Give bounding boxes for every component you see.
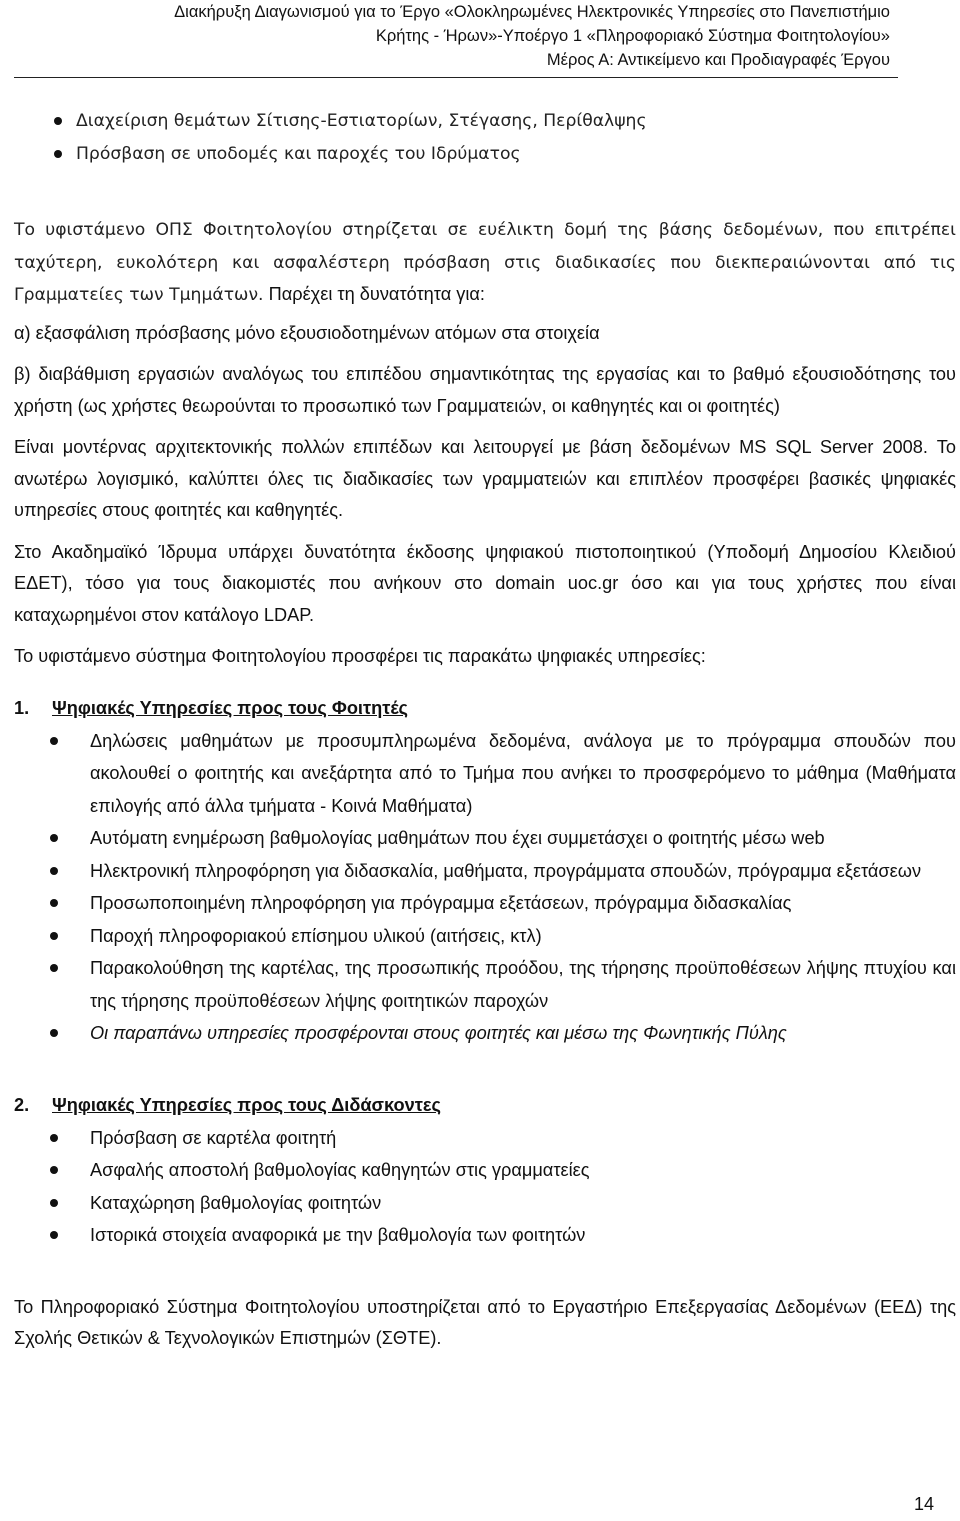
bullet-icon <box>50 1029 58 1037</box>
list-item: Πρόσβαση σε καρτέλα φοιτητή <box>14 1122 956 1155</box>
list-item: Παρακολούθηση της καρτέλας, της προσωπικής προόδου, της τήρησης προϋποθέσεων λήψης πτυχίου και της τήρησης προϋποθέσεων λήψης φοιτητικών παροχών <box>14 952 956 1017</box>
top-bullet-list <box>14 105 956 170</box>
bullet-icon <box>50 899 58 907</box>
list-item: Προσωποποιημένη πληροφόρηση για πρόγραμμα εξετάσεων, πρόγραμμα διδασκαλίας <box>14 887 956 920</box>
bullet-icon <box>50 737 58 745</box>
header-line-1: Διακήρυξη Διαγωνισμού για το Έργο «Ολοκληρωμένες Ηλεκτρονικές Υπηρεσίες στο Πανεπιστήμιο <box>174 3 890 21</box>
intro-paragraph: Το υφιστάμενο ΟΠΣ Φοιτητολογίου στηρίζεται σε ευέλικτη δομή της βάσης δεδομένων, που επιτρέπει ταχύτερη, ευκολότερη και ασφαλέστερη πρόσβαση στις διαδικασίες που διεκπεραιώνονται από τις Γραμματείες των Τμημάτων. Παρέχει τη δυνατότητα για: <box>14 220 956 305</box>
header-divider <box>14 77 898 78</box>
bullet-icon <box>54 150 62 158</box>
paragraph-support: Το Πληροφοριακό Σύστημα Φοιτητολογίου υποστηρίζεται από το Εργαστήριο Επεξεργασίας Δεδομένων (ΕΕΔ) της Σχολής Θετικών & Τεχνολογικών Επιστημών (ΣΘΤΕ). <box>14 1296 956 1348</box>
section-2-list <box>14 1122 956 1252</box>
bullet-icon <box>50 867 58 875</box>
list-item: Ηλεκτρονική πληροφόρηση για διδασκαλία, μαθήματα, προγράμματα σπουδών, πρόγραμμα εξετάσεων <box>14 855 956 888</box>
list-item: Αυτόματη ενημέρωση βαθμολογίας μαθημάτων που έχει συμμετάσχει ο φοιτητής μέσω web <box>14 822 956 855</box>
page-number: 14 <box>913 1494 934 1514</box>
list-item: Διαχείριση θεμάτων Σίτισης-Εστιατορίων, Στέγασης, Περίθαλψης <box>14 105 956 138</box>
paragraph-b: β) διαβάθμιση εργασιών αναλόγως του επιπέδου σημαντικότητας της εργασίας και το βαθμό εξουσιοδότησης του χρήστη (ως χρήστες θεωρούνται το προσωπικό των Γραμματειών, οι καθηγητές και οι φοιτητές) <box>14 364 956 416</box>
bullet-icon <box>54 117 62 125</box>
list-item: Παροχή πληροφοριακού επίσημου υλικού (αιτήσεις, κτλ) <box>14 920 956 953</box>
list-item: Ιστορικά στοιχεία αναφορικά με την βαθμολογία των φοιτητών <box>14 1219 956 1252</box>
paragraph-a: α) εξασφάλιση πρόσβασης μόνο εξουσιοδοτημένων ατόμων στα στοιχεία <box>14 322 600 343</box>
list-item: Πρόσβαση σε υποδομές και παροχές του Ιδρύματος <box>14 138 956 171</box>
list-item: Καταχώρηση βαθμολογίας φοιτητών <box>14 1187 956 1220</box>
document-body <box>14 105 956 1355</box>
bullet-icon <box>50 1199 58 1207</box>
header-line-2: Κρήτης - Ήρων»-Υποέργο 1 «Πληροφοριακό Σύστημα Φοιτητολογίου» <box>375 27 890 45</box>
bullet-icon <box>50 834 58 842</box>
paragraph-architecture: Είναι μοντέρνας αρχιτεκτονικής πολλών επιπέδων και λειτουργεί με βάση δεδομένων MS SQL Server 2008. Το ανωτέρω λογισμικό, καλύπτει όλες τις διαδικασίες των γραμματειών και επιπλέον προσφέρει βασικές ψηφιακές υπηρεσίες στους φοιτητές και καθηγητές. <box>14 437 956 520</box>
list-item: Ασφαλής αποστολή βαθμολογίας καθηγητών στις γραμματείες <box>14 1154 956 1187</box>
list-item: Δηλώσεις μαθημάτων με προσυμπληρωμένα δεδομένα, ανάλογα με το πρόγραμμα σπουδών που ακολουθεί ο φοιτητής και ανεξάρτητα από το Τμήμα που ανήκει το προσφερόμενο το μάθημα (Μαθήματα επιλογής από άλλα τμήματα - Κοινά Μαθήματα) <box>14 725 956 823</box>
header-line-3: Μέρος Α: Αντικείμενο και Προδιαγραφές Έργου <box>546 51 890 69</box>
section-2-heading: 2. Ψηφιακές Υπηρεσίες προς τους Διδάσκοντες <box>14 1094 441 1115</box>
section-1-list <box>14 725 956 1050</box>
list-item: Οι παραπάνω υπηρεσίες προσφέρονται στους φοιτητές και μέσω της Φωνητικής Πύλης <box>14 1017 956 1050</box>
bullet-icon <box>50 964 58 972</box>
bullet-icon <box>50 932 58 940</box>
bullet-icon <box>50 1134 58 1142</box>
bullet-icon <box>50 1231 58 1239</box>
section-1-heading: 1. Ψηφιακές Υπηρεσίες προς τους Φοιτητές <box>14 697 408 718</box>
paragraph-certificate: Στο Ακαδημαϊκό Ίδρυμα υπάρχει δυνατότητα έκδοσης ψηφιακού πιστοποιητικού (Υποδομή Δημοσίου Κλειδιού ΕΔΕΤ), τόσο για τους διακομιστές που ανήκουν στο domain uoc.gr όσο και για τους χρήστες που είναι καταχωρημένοι στον κατάλογο LDAP. <box>14 541 956 625</box>
paragraph-services: Το υφιστάμενο σύστημα Φοιτητολογίου προσφέρει τις παρακάτω ψηφιακές υπηρεσίες: <box>14 646 706 666</box>
bullet-icon <box>50 1166 58 1174</box>
page-header <box>10 0 890 72</box>
